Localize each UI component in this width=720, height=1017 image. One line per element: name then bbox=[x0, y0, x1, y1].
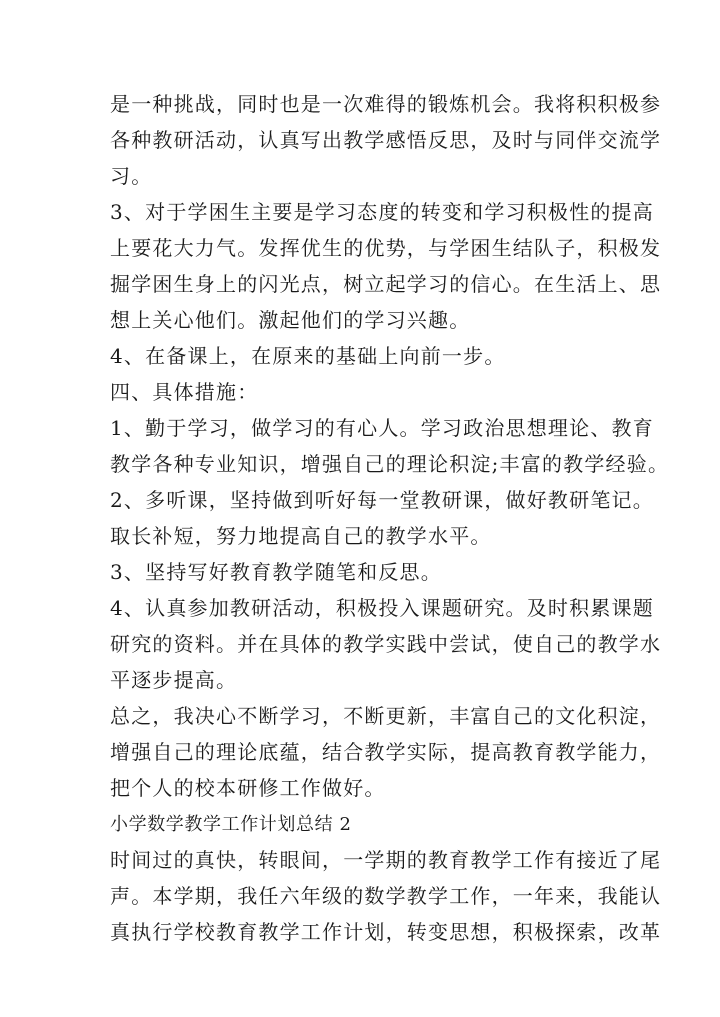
text-line: 4、在备课上，在原来的基础上向前一步。 bbox=[110, 344, 506, 368]
text-line: 1、勤于学习，做学习的有心人。学习政治思想理论、教育 bbox=[110, 416, 654, 440]
text-line: 教学各种专业知识，增强自己的理论积淀;丰富的教学经验。 bbox=[110, 452, 670, 476]
text-line: 总之，我决心不断学习，不断更新，丰富自己的文化积淀， bbox=[110, 704, 662, 728]
text-line: 是一种挑战，同时也是一次难得的锻炼机会。我将积积极参 bbox=[110, 92, 662, 116]
text-line: 上要花大力气。发挥优生的优势，与学困生结队子，积极发 bbox=[110, 236, 662, 260]
text-line: 声。本学期，我任六年级的数学教学工作，一年来，我能认 bbox=[110, 884, 662, 908]
section-heading: 四、具体措施： bbox=[110, 380, 259, 404]
text-line: 取长补短，努力地提高自己的教学水平。 bbox=[110, 524, 492, 548]
text-line: 4、认真参加教研活动，积极投入课题研究。及时积累课题 bbox=[110, 596, 654, 620]
text-line: 把个人的校本研修工作做好。 bbox=[110, 776, 386, 800]
text-line: 平逐步提高。 bbox=[110, 668, 238, 692]
text-line: 各种教研活动，认真写出教学感悟反思，及时与同伴交流学 bbox=[110, 128, 662, 152]
text-line: 时间过的真快，转眼间，一学期的教育教学工作有接近了尾 bbox=[110, 848, 662, 872]
text-line: 掘学困生身上的闪光点，树立起学习的信心。在生活上、思 bbox=[110, 272, 662, 296]
text-line: 想上关心他们。激起他们的学习兴趣。 bbox=[110, 308, 471, 332]
text-line: 3、坚持写好教育教学随笔和反思。 bbox=[110, 560, 442, 584]
text-line: 真执行学校教育教学工作计划，转变思想，积极探索，改革 bbox=[110, 920, 662, 944]
text-line: 2、多听课，坚持做到听好每一堂教研课，做好教研笔记。 bbox=[110, 488, 654, 512]
text-line: 习。 bbox=[110, 164, 153, 188]
text-line: 研究的资料。并在具体的教学实践中尝试，使自己的教学水 bbox=[110, 632, 662, 656]
text-line: 增强自己的理论底蕴，结合教学实际，提高教育教学能力， bbox=[110, 740, 662, 764]
document-title: 小学数学教学工作计划总结 2 bbox=[110, 814, 352, 835]
text-line: 3、对于学困生主要是学习态度的转变和学习积极性的提高 bbox=[110, 200, 654, 224]
